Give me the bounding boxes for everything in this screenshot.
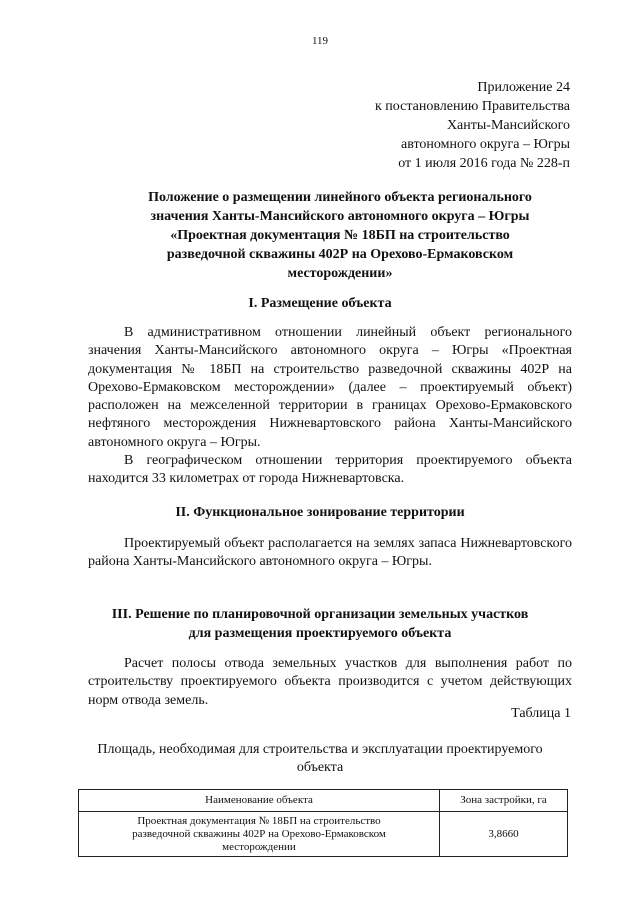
appendix-line: автономного округа – Югры	[401, 137, 570, 152]
appendix-line: Приложение 24	[477, 80, 570, 95]
title-line: разведочной скважины 402Р на Орехово-Ермаковском	[166, 247, 514, 262]
table-label: Таблица 1	[511, 706, 571, 721]
table-caption	[70, 741, 570, 777]
section-2-body	[88, 535, 572, 572]
section-2-heading: II. Функциональное зонирование территории	[175, 505, 465, 520]
paragraph: Расчет полосы отвода земельных участков для выполнения работ по строительству проектируемого объекта производится с учетом действующих норм отвода земель.	[88, 656, 572, 708]
cell-object-name	[79, 812, 440, 857]
appendix-line: Ханты-Мансийского	[446, 118, 570, 133]
section-3-body	[88, 655, 572, 710]
caption-line: Площадь, необходимая для строительства и эксплуатации проектируемого	[97, 742, 543, 757]
cell-line: разведочной скважины 402Р на Орехово-Ермаковском	[132, 827, 386, 840]
document-title	[110, 188, 570, 283]
paragraph: Проектируемый объект располагается на землях запаса Нижневартовского района Ханты-Мансийского автономного округа – Югры.	[88, 536, 572, 570]
caption-line: объекта	[296, 760, 344, 775]
table-header-row	[79, 790, 568, 812]
appendix-line: к постановлению Правительства	[374, 99, 570, 114]
section-1-body	[88, 324, 572, 489]
section-1-heading: I. Размещение объекта	[248, 296, 392, 311]
title-line: Положение о размещении линейного объекта регионального	[148, 190, 532, 205]
heading-line: для размещения проектируемого объекта	[188, 626, 452, 641]
paragraph: В географическом отношении территория проектируемого объекта находится 33 километрах от города Нижневартовска.	[88, 453, 572, 487]
cell-line: месторождении	[222, 840, 296, 853]
paragraph: В административном отношении линейный объект регионального значения Ханты-Мансийского автономного округа – Югры «Проектная документация № 18БП на строительство разведочной скважины 402Р на Орехово-Ермаковском месторождении» (далее – проектируемый объект) расположен на межселенной территории в границах Орехово-Ермаковского нефтяного месторождения Нижневартовского района Ханты-Мансийского автономного округа – Югры.	[88, 325, 572, 450]
section-3-heading	[70, 605, 570, 643]
title-line: месторождении»	[287, 266, 393, 281]
page-number: 119	[311, 35, 329, 47]
area-table	[78, 789, 568, 857]
header-object-name: Наименование объекта	[79, 790, 440, 812]
title-line: «Проектная документация № 18БП на строительство	[170, 228, 510, 243]
table-row	[79, 812, 568, 857]
header-area: Зона застройки, га	[440, 790, 568, 812]
appendix-block	[375, 78, 570, 173]
title-line: значения Ханты-Мансийского автономного округа – Югры	[150, 209, 530, 224]
appendix-line: от 1 июля 2016 года № 228-п	[398, 156, 570, 171]
cell-area: 3,8660	[440, 812, 568, 857]
heading-line: III. Решение по планировочной организации земельных участков	[111, 607, 529, 622]
cell-line: Проектная документация № 18БП на строительство	[137, 814, 381, 827]
